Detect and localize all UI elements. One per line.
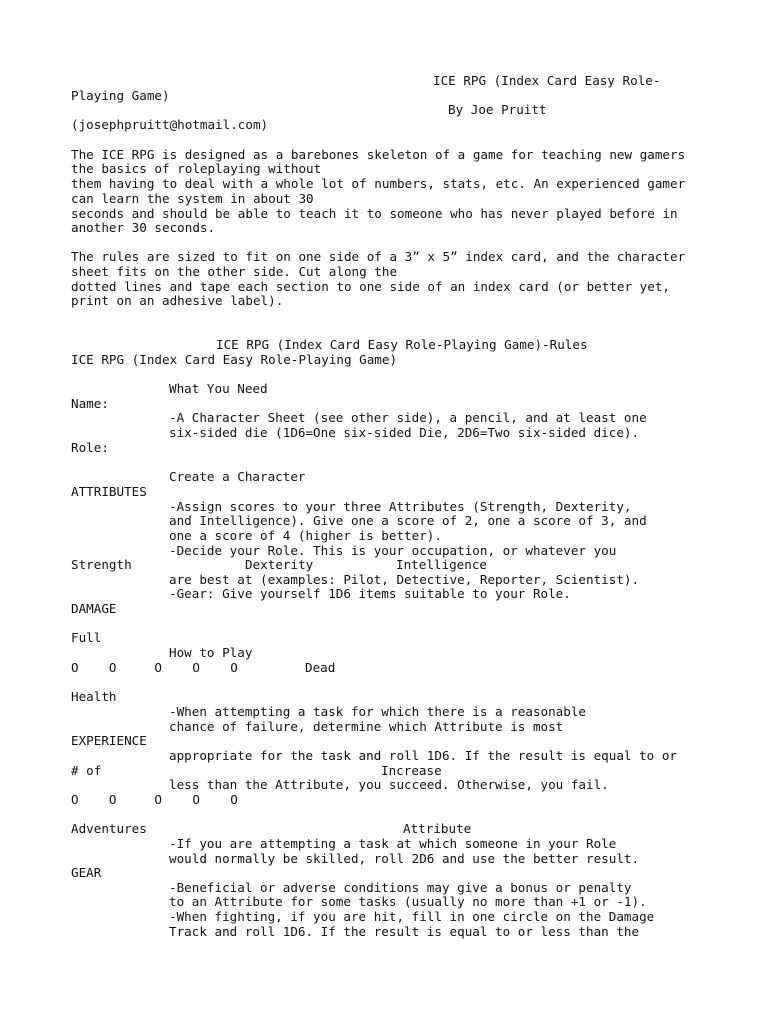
rules-play-line: less than the Attribute, you succeed. Otherwise, you fail. xyxy=(169,777,609,792)
sheet-dead-label: Dead xyxy=(305,660,336,675)
rules-play-line: -If you are attempting a task at which someone in your Role xyxy=(169,836,617,851)
sheet-dexterity-label: Dexterity xyxy=(245,557,314,572)
intro-p1-line: The ICE RPG is designed as a barebones skeleton of a game for teaching new gamers xyxy=(71,147,686,162)
sheet-role-label: Role: xyxy=(71,440,109,455)
rules-play-line: would normally be skilled, roll 2D6 and use the better result. xyxy=(169,851,640,866)
intro-p1-line: them having to deal with a whole lot of numbers, stats, etc. An experienced gamer xyxy=(71,176,686,191)
intro-p2-line: sheet fits on the other side. Cut along the xyxy=(71,264,398,279)
sheet-adventures-label: Adventures xyxy=(71,821,147,836)
sheet-full-label: Full xyxy=(71,630,102,645)
rules-heading: ICE RPG (Index Card Easy Role-Playing Game)-Rules xyxy=(216,337,588,352)
intro-p1-line: can learn the system in about 30 xyxy=(71,191,314,206)
sheet-attribute-label: Attribute xyxy=(403,821,472,836)
sheet-health-label: Health xyxy=(71,689,117,704)
sheet-damage-label: DAMAGE xyxy=(71,601,117,616)
sheet-increase-label: Increase xyxy=(381,763,442,778)
doc-title-line1: ICE RPG (Index Card Easy Role- xyxy=(433,73,661,88)
byline: By Joe Pruitt xyxy=(448,102,547,117)
sheet-name-label: Name: xyxy=(71,396,109,411)
intro-p1-line: the basics of roleplaying without xyxy=(71,161,322,176)
intro-p2-line: dotted lines and tape each section to one side of an index card (or better yet, xyxy=(71,279,670,294)
intro-p2-line: print on an adhesive label). xyxy=(71,293,284,308)
intro-p1-line: another 30 seconds. xyxy=(71,220,216,235)
rules-need-line: six-sided die (1D6=One six-sided Die, 2D6=Two six-sided dice). xyxy=(169,425,640,440)
sheet-gear-label: GEAR xyxy=(71,865,102,880)
sheet-experience-label: EXPERIENCE xyxy=(71,733,147,748)
sheet-heading: ICE RPG (Index Card Easy Role-Playing Game) xyxy=(71,352,398,367)
damage-track-circles: O O O O O xyxy=(71,660,238,675)
rules-play-line: appropriate for the task and roll 1D6. If the result is equal to or xyxy=(169,748,677,763)
rules-play-title: How to Play xyxy=(169,645,253,660)
rules-create-line: and Intelligence). Give one a score of 2, one a score of 3, and xyxy=(169,513,647,528)
author-email: (josephpruitt@hotmail.com) xyxy=(71,117,269,132)
rules-create-title: Create a Character xyxy=(169,469,306,484)
rules-create-line: -Gear: Give yourself 1D6 items suitable to your Role. xyxy=(169,586,571,601)
rules-play-line: chance of failure, determine which Attribute is most xyxy=(169,719,564,734)
rules-create-line: are best at (examples: Pilot, Detective, Reporter, Scientist). xyxy=(169,572,640,587)
sheet-attributes-label: ATTRIBUTES xyxy=(71,484,147,499)
rules-need-title: What You Need xyxy=(169,381,268,396)
sheet-strength-label: Strength xyxy=(71,557,132,572)
rules-play-line: -When fighting, if you are hit, fill in one circle on the Damage xyxy=(169,909,655,924)
rules-need-line: -A Character Sheet (see other side), a pencil, and at least one xyxy=(169,410,647,425)
intro-p1-line: seconds and should be able to teach it to someone who has never played before in xyxy=(71,206,678,221)
rules-create-line: one a score of 4 (higher is better). xyxy=(169,528,442,543)
intro-p2-line: The rules are sized to fit on one side of a 3” x 5” index card, and the character xyxy=(71,249,686,264)
rules-create-line: -Assign scores to your three Attributes (Strength, Dexterity, xyxy=(169,499,632,514)
rules-create-line: -Decide your Role. This is your occupation, or whatever you xyxy=(169,543,617,558)
rules-play-line: Track and roll 1D6. If the result is equal to or less than the xyxy=(169,924,640,939)
sheet-intelligence-label: Intelligence xyxy=(396,557,487,572)
experience-track-circles: O O O O O xyxy=(71,792,238,807)
rules-play-line: -Beneficial or adverse conditions may give a bonus or penalty xyxy=(169,880,632,895)
rules-play-line: -When attempting a task for which there is a reasonable xyxy=(169,704,587,719)
rules-play-line: to an Attribute for some tasks (usually no more than +1 or -1). xyxy=(169,894,647,909)
sheet-num-of-label: # of xyxy=(71,763,102,778)
doc-title-line2: Playing Game) xyxy=(71,88,170,103)
